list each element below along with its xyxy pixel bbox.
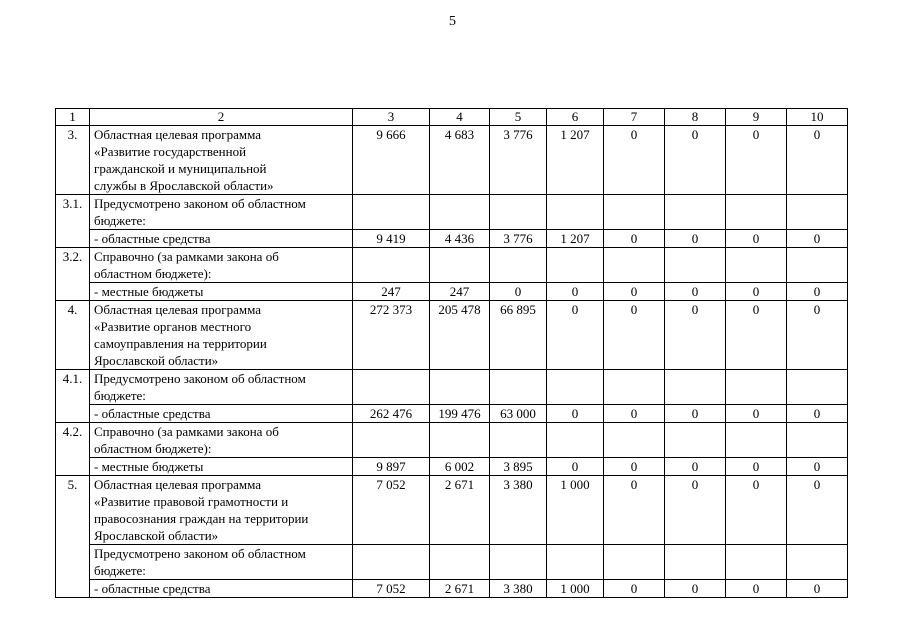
row-description: Справочно (за рамками закона об областном бюджете):: [90, 248, 353, 283]
value-cell: 262 476: [353, 405, 430, 423]
page-number: 5: [449, 14, 456, 29]
value-cell: 0: [604, 580, 665, 598]
value-cell: 0: [604, 230, 665, 248]
value-cell: 0: [665, 230, 726, 248]
value-cell: 4 683: [430, 126, 490, 195]
row-description: Предусмотрено законом об областном бюджете:: [90, 545, 353, 580]
value-cell: 7 052: [353, 476, 430, 545]
value-cell: 3 776: [490, 126, 547, 195]
value-cell: 0: [787, 476, 848, 545]
col-header: 7: [604, 109, 665, 126]
col-header: 10: [787, 109, 848, 126]
value-cell: 2 671: [430, 580, 490, 598]
row-description: Областная целевая программа «Развитие государственной гражданской и муниципальной службы в Ярославской области»: [90, 126, 353, 195]
value-cell: 0: [604, 458, 665, 476]
table-row: [56, 283, 848, 301]
row-subitem: - местные бюджеты: [90, 283, 353, 301]
row-description: Справочно (за рамками закона об областном бюджете):: [90, 423, 353, 458]
row-number: 4.: [56, 301, 90, 370]
value-cell: 199 476: [430, 405, 490, 423]
row-description: Предусмотрено законом об областном бюджете:: [90, 370, 353, 405]
value-cell: 0: [490, 283, 547, 301]
value-cell: 3 380: [490, 476, 547, 545]
table-row: [56, 301, 848, 370]
value-cell: 0: [787, 580, 848, 598]
value-cell: 66 895: [490, 301, 547, 370]
col-header: 4: [430, 109, 490, 126]
row-number: 3.: [56, 126, 90, 195]
value-cell: 0: [604, 301, 665, 370]
value-cell: 0: [665, 476, 726, 545]
value-cell: 0: [547, 283, 604, 301]
col-header: 5: [490, 109, 547, 126]
col-header: 6: [547, 109, 604, 126]
value-cell: 272 373: [353, 301, 430, 370]
table-row: [56, 423, 848, 458]
table-row: [56, 195, 848, 230]
col-header: 3: [353, 109, 430, 126]
value-cell: 0: [726, 458, 787, 476]
row-number-empty: [56, 545, 90, 598]
value-cell: 0: [547, 458, 604, 476]
value-cell: 0: [604, 126, 665, 195]
value-cell: 3 380: [490, 580, 547, 598]
value-cell: 0: [726, 126, 787, 195]
value-cell: 0: [726, 283, 787, 301]
value-cell: 205 478: [430, 301, 490, 370]
header-row: [56, 109, 848, 126]
value-cell: 0: [787, 283, 848, 301]
col-header: 2: [90, 109, 353, 126]
value-cell: 0: [665, 126, 726, 195]
col-header: 1: [56, 109, 90, 126]
table-row: [56, 230, 848, 248]
value-cell: 0: [726, 476, 787, 545]
table-row: [56, 476, 848, 545]
value-cell: 1 207: [547, 126, 604, 195]
value-cell: 0: [787, 301, 848, 370]
col-header: 8: [665, 109, 726, 126]
value-cell: 7 052: [353, 580, 430, 598]
row-description: Предусмотрено законом об областном бюджете:: [90, 195, 353, 230]
value-cell: 63 000: [490, 405, 547, 423]
row-number: 3.2.: [56, 248, 90, 301]
row-description: Областная целевая программа «Развитие правовой грамотности и правосознания граждан на территории Ярославской области»: [90, 476, 353, 545]
row-number: 3.1.: [56, 195, 90, 248]
value-cell: 1 207: [547, 230, 604, 248]
value-cell: 0: [547, 301, 604, 370]
row-number: 4.2.: [56, 423, 90, 476]
table-row: [56, 126, 848, 195]
value-cell: 0: [604, 405, 665, 423]
value-cell: 0: [726, 230, 787, 248]
value-cell: 2 671: [430, 476, 490, 545]
value-cell: 1 000: [547, 580, 604, 598]
value-cell: 4 436: [430, 230, 490, 248]
value-cell: 9 419: [353, 230, 430, 248]
value-cell: 3 895: [490, 458, 547, 476]
value-cell: 0: [787, 458, 848, 476]
row-description: Областная целевая программа «Развитие органов местного самоуправления на территории Ярославской области»: [90, 301, 353, 370]
value-cell: 0: [787, 230, 848, 248]
value-cell: 0: [604, 476, 665, 545]
row-subitem: - областные средства: [90, 580, 353, 598]
value-cell: 0: [726, 301, 787, 370]
table-row: [56, 545, 848, 580]
value-cell: 0: [726, 405, 787, 423]
value-cell: 247: [430, 283, 490, 301]
table-row: [56, 248, 848, 283]
value-cell: 247: [353, 283, 430, 301]
value-cell: 0: [665, 458, 726, 476]
table-row: [56, 580, 848, 598]
row-subitem: - областные средства: [90, 230, 353, 248]
value-cell: 0: [547, 405, 604, 423]
value-cell: 0: [665, 405, 726, 423]
row-subitem: - местные бюджеты: [90, 458, 353, 476]
row-number: 5.: [56, 476, 90, 545]
table-row: [56, 458, 848, 476]
value-cell: 9 666: [353, 126, 430, 195]
col-header: 9: [726, 109, 787, 126]
row-number: 4.1.: [56, 370, 90, 423]
value-cell: 0: [787, 405, 848, 423]
budget-table: [55, 108, 848, 598]
row-subitem: - областные средства: [90, 405, 353, 423]
value-cell: 0: [787, 126, 848, 195]
table-row: [56, 370, 848, 405]
value-cell: 9 897: [353, 458, 430, 476]
value-cell: 6 002: [430, 458, 490, 476]
value-cell: 3 776: [490, 230, 547, 248]
table-row: [56, 405, 848, 423]
value-cell: 0: [604, 283, 665, 301]
value-cell: 0: [665, 580, 726, 598]
value-cell: 1 000: [547, 476, 604, 545]
value-cell: 0: [665, 283, 726, 301]
value-cell: 0: [726, 580, 787, 598]
value-cell: 0: [665, 301, 726, 370]
